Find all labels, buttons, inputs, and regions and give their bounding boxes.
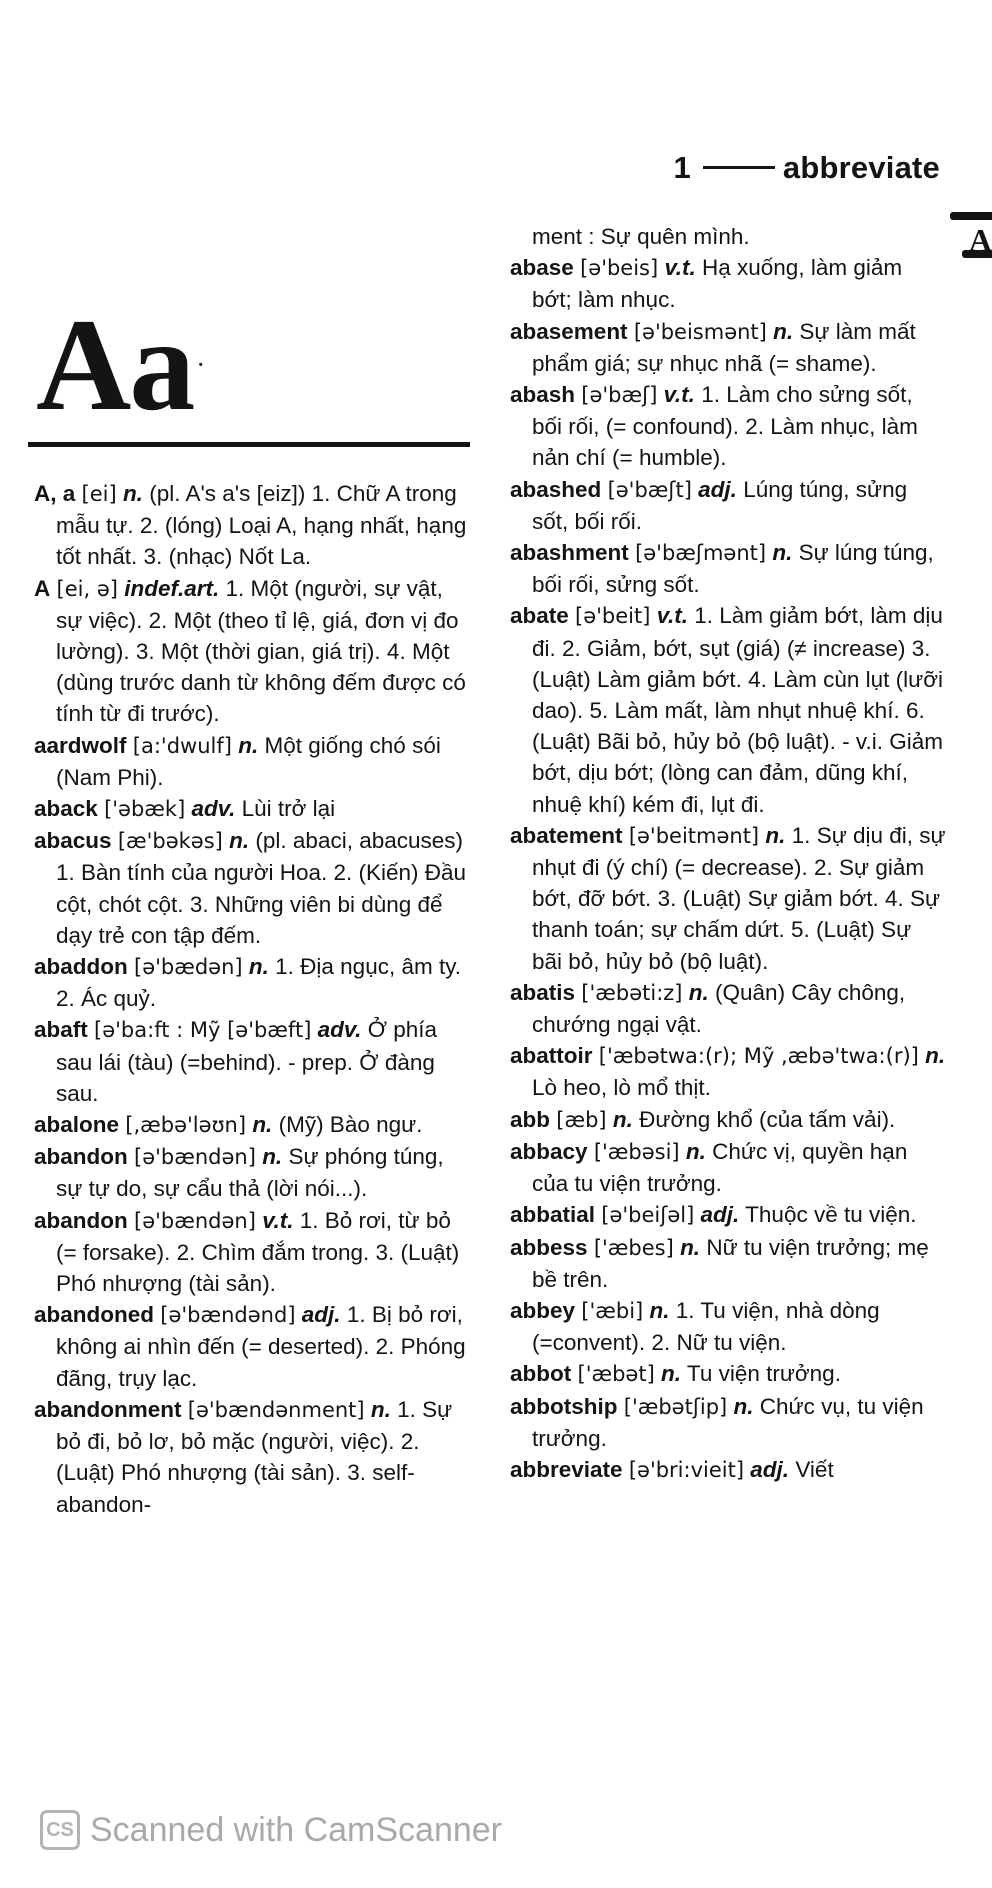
- entry-part-of-speech: n.: [612, 1106, 633, 1132]
- page-number: 1: [673, 150, 691, 185]
- dictionary-entry: [510, 537, 946, 600]
- entry-pronunciation: ['æbes]: [593, 1235, 674, 1260]
- entry-headword: abaddon: [34, 954, 128, 980]
- thumb-index-tab: [950, 212, 992, 258]
- entry-part-of-speech: n.: [248, 954, 269, 980]
- entry-pronunciation: ['əbæk]: [104, 797, 186, 822]
- entry-part-of-speech: n.: [680, 1234, 701, 1260]
- entry-part-of-speech: adv.: [317, 1017, 362, 1043]
- entry-definition: Nữ tu viện trưởng; mẹ bề trên.: [532, 1234, 929, 1292]
- entry-pronunciation: [ə'bri:vieit]: [628, 1457, 745, 1482]
- entry-part-of-speech: n.: [122, 481, 143, 506]
- entry-headword: A, a: [34, 481, 76, 506]
- entry-definition: 1. Tu viện, nhà dòng (=convent). 2. Nữ tu viện.: [532, 1297, 880, 1356]
- entry-headword: abbatial: [510, 1202, 596, 1228]
- entry-definition: (Quân) Cây chông, chướng ngại vật.: [532, 979, 906, 1038]
- entry-headword: abb: [510, 1106, 551, 1132]
- entry-headword: aback: [34, 796, 98, 822]
- entry-part-of-speech: adj.: [700, 1202, 740, 1228]
- entry-pronunciation: [ə'beit]: [575, 604, 651, 629]
- entry-pronunciation: [ə'bæʃt]: [607, 477, 692, 502]
- guide-word: abbreviate: [782, 150, 940, 185]
- entry-definition: 1. Sự dịu đi, sự nhụt đi (ý chí) (= decrease). 2. Sự giảm bớt, đỡ bớt. 3. (Luật) Sự giảm bớt. 4. Sự thanh toán; sự chấm dứt. 5. (Luật) Sự bãi bỏ, hủy bỏ (bộ luật).: [532, 822, 946, 974]
- dictionary-entry: [510, 316, 946, 379]
- entry-headword: abate: [510, 603, 569, 629]
- entry-headword: A: [34, 575, 51, 601]
- entry-pronunciation: [ə'beitmənt]: [628, 823, 760, 848]
- entry-headword: abbot: [510, 1361, 572, 1387]
- dictionary-entry: [510, 977, 946, 1040]
- entry-part-of-speech: adv.: [191, 796, 236, 822]
- entry-pronunciation: [æ'bəkəs]: [117, 829, 223, 854]
- entry-definition: Chức vị, quyền hạn của tu viện trưởng.: [532, 1138, 908, 1197]
- entry-headword: abbey: [510, 1297, 576, 1323]
- entry-definition: ment : Sự quên mình.: [532, 224, 750, 249]
- entry-pronunciation: [,æbə'ləʊn]: [125, 1113, 247, 1138]
- section-letter-text: Aa: [36, 291, 194, 438]
- dictionary-entry: [34, 951, 468, 1014]
- entry-headword: abandonment: [34, 1396, 182, 1422]
- dictionary-entry: [34, 1141, 468, 1204]
- entry-headword: abandon: [34, 1144, 128, 1170]
- entry-part-of-speech: adj.: [698, 476, 737, 502]
- dictionary-entry: [34, 730, 468, 793]
- dictionary-entry: [34, 1014, 468, 1109]
- dictionary-entry: [510, 1454, 946, 1486]
- entry-part-of-speech: v.t.: [656, 603, 688, 629]
- entry-part-of-speech: n.: [925, 1043, 946, 1069]
- entry-headword: abattoir: [510, 1043, 593, 1069]
- left-column: [34, 478, 468, 1520]
- dictionary-entry: [510, 1232, 946, 1295]
- entry-pronunciation: [ə'bændənd]: [160, 1303, 296, 1328]
- entry-definition: Hạ xuống, làm giảm bớt; làm nhục.: [532, 255, 903, 313]
- entry-definition: 1. Sự bỏ đi, bỏ lơ, bỏ mặc (người, việc). 2. (Luật) Phó nhượng (tài sản). 3. self-abandon-: [56, 1396, 453, 1517]
- entry-part-of-speech: adj.: [301, 1302, 341, 1328]
- entry-definition: (Mỹ) Bào ngư.: [278, 1112, 423, 1138]
- dictionary-entry: [510, 379, 946, 474]
- dictionary-entry: [510, 1040, 946, 1103]
- entry-headword: abaft: [34, 1017, 88, 1043]
- entry-pronunciation: ['æbəsi]: [593, 1139, 680, 1164]
- entry-headword: abashed: [510, 476, 602, 502]
- entry-pronunciation: [ə'bæʃmənt]: [635, 541, 767, 566]
- entry-part-of-speech: v.t.: [663, 382, 695, 408]
- entry-definition: Sự phóng túng, sự tự do, sự cẩu thả (lời nói...).: [56, 1144, 444, 1202]
- entry-headword: abbacy: [510, 1138, 588, 1164]
- entry-part-of-speech: n.: [252, 1112, 273, 1138]
- entry-definition: 1. Làm giảm bớt, làm dịu đi. 2. Giảm, bớt, sụt (giá) (≠ increase) 3. (Luật) Làm giảm bớt. 4. Làm cùn lụt (lưỡi dao). 5. Làm mất, làm nhụt nhuệ khí. 6. (Luật) Bãi bỏ, hủy bỏ (bộ luật). - v.i. Giảm bớt, dịu bớt; (lòng can đảm, dũng khí, nhuệ khí) kém đi, lụt đi.: [532, 603, 944, 817]
- entry-headword: abash: [510, 382, 576, 408]
- entry-headword: abandon: [34, 1207, 128, 1233]
- entry-part-of-speech: adj.: [750, 1456, 790, 1482]
- entry-definition: 1. Bị bỏ rơi, không ai nhìn đến (= deserted). 2. Phóng đãng, trụy lạc.: [56, 1302, 466, 1391]
- entry-pronunciation: ['æbəti:z]: [581, 980, 683, 1005]
- dictionary-entry: [510, 1295, 946, 1358]
- entry-headword: abatis: [510, 979, 576, 1005]
- dictionary-entry: [34, 573, 468, 730]
- entry-pronunciation: [ei]: [81, 482, 117, 506]
- entry-part-of-speech: n.: [733, 1393, 754, 1419]
- entry-definition: Viết: [795, 1456, 834, 1482]
- watermark-text: Scanned with CamScanner: [90, 1810, 503, 1849]
- entry-part-of-speech: n.: [765, 822, 786, 848]
- entry-definition: Đường khổ (của tấm vải).: [639, 1106, 896, 1132]
- entry-headword: abase: [510, 255, 574, 281]
- entry-part-of-speech: n.: [262, 1144, 283, 1170]
- entry-headword: aardwolf: [34, 732, 127, 758]
- entry-headword: abatement: [510, 822, 623, 848]
- header-dash: [703, 166, 775, 169]
- entry-part-of-speech: n.: [685, 1138, 706, 1164]
- camscanner-logo-icon: CS: [40, 1810, 80, 1850]
- entry-part-of-speech: n.: [772, 540, 793, 566]
- dictionary-entry: [510, 820, 946, 977]
- entry-definition: (pl. A's a's [eiz]) 1. Chữ A trong mẫu tự. 2. (lóng) Loại A, hạng nhất, hạng tốt nhất. 3. (nhạc) Nốt La.: [56, 481, 467, 570]
- section-letter: [36, 291, 202, 438]
- dictionary-entry: [510, 221, 946, 252]
- dictionary-entry: [510, 252, 946, 315]
- section-rule: [28, 442, 470, 447]
- scanner-watermark: [40, 1810, 502, 1850]
- entry-pronunciation: [ə'bændən]: [134, 1208, 256, 1233]
- entry-headword: abbotship: [510, 1393, 618, 1419]
- entry-part-of-speech: n.: [661, 1361, 682, 1387]
- dictionary-entry: [510, 1199, 946, 1231]
- dictionary-entry: [510, 1136, 946, 1199]
- dictionary-entry: [34, 1109, 468, 1141]
- entry-part-of-speech: n.: [649, 1297, 670, 1323]
- section-letter-dot: ·: [197, 354, 202, 376]
- entry-part-of-speech: v.t.: [262, 1207, 294, 1233]
- dictionary-entry: [510, 1104, 946, 1136]
- entry-pronunciation: [ə'bæʃ]: [581, 383, 658, 408]
- entry-part-of-speech: n.: [773, 318, 794, 344]
- dictionary-entry: [34, 478, 468, 573]
- entry-definition: Sự lúng túng, bối rối, sửng sốt.: [532, 540, 934, 598]
- dictionary-entry: [34, 1394, 468, 1520]
- dictionary-entry: [34, 793, 468, 825]
- entry-definition: Lúng túng, sửng sốt, bối rối.: [532, 476, 908, 534]
- entry-pronunciation: ['æbi]: [581, 1298, 644, 1323]
- entry-definition: 1. Bỏ rơi, từ bỏ (= forsake). 2. Chìm đắm trong. 3. (Luật) Phó nhượng (tài sản).: [56, 1207, 460, 1297]
- thumb-tab-letter: A: [968, 222, 992, 258]
- entry-pronunciation: [ə'beismənt]: [633, 319, 767, 344]
- entry-pronunciation: ['æbətwa:(r); Mỹ ,æbə'twa:(r)]: [598, 1044, 919, 1069]
- entry-headword: abbreviate: [510, 1456, 623, 1482]
- entry-definition: Một giống chó sói (Nam Phi).: [56, 732, 441, 790]
- entry-definition: Chức vụ, tu viện trưởng.: [532, 1393, 924, 1451]
- entry-headword: abalone: [34, 1112, 120, 1138]
- entry-pronunciation: [a:'dwulf]: [132, 733, 232, 758]
- entry-part-of-speech: n.: [229, 828, 250, 854]
- entry-headword: abacus: [34, 828, 112, 854]
- dictionary-entry: [34, 1205, 468, 1300]
- entry-headword: abashment: [510, 540, 629, 566]
- dictionary-entry: [510, 474, 946, 537]
- dictionary-entry: [34, 825, 468, 951]
- entry-definition: (pl. abaci, abacuses) 1. Bàn tính của người Hoa. 2. (Kiến) Đầu cột, chót cột. 3. Những viên bi dùng để dạy trẻ con tập đếm.: [56, 828, 467, 948]
- entry-part-of-speech: v.t.: [664, 255, 696, 281]
- running-header: [673, 150, 940, 186]
- entry-pronunciation: [ə'beis]: [580, 256, 659, 281]
- entry-pronunciation: ['æbətʃip]: [623, 1394, 728, 1419]
- entry-pronunciation: ['æbət]: [577, 1362, 655, 1387]
- entry-definition: Lùi trở lại: [241, 796, 336, 822]
- entry-pronunciation: [ə'bædən]: [134, 955, 243, 980]
- dictionary-entry: [510, 600, 946, 819]
- entry-pronunciation: [ei, ə]: [56, 576, 118, 601]
- dictionary-entry: [34, 1299, 468, 1394]
- entry-pronunciation: [ə'ba:ft : Mỹ [ə'bæft]: [94, 1018, 312, 1043]
- entry-definition: Lò heo, lò mổ thịt.: [532, 1075, 711, 1101]
- entry-pronunciation: [ə'bændənment]: [187, 1397, 365, 1422]
- entry-definition: Sự làm mất phẩm giá; sự nhục nhã (= shame).: [532, 318, 916, 376]
- entry-definition: 1. Một (người, sự vật, sự việc). 2. Một (theo tỉ lệ, giá, đơn vị đo lường). 3. Một (thời gian, giá trị). 4. Một (dùng trước danh từ không đếm được có tính từ đi trước).: [56, 575, 466, 727]
- entry-definition: Thuộc về tu viện.: [745, 1202, 917, 1228]
- entry-definition: 1. Địa ngục, âm ty. 2. Ác quỷ.: [56, 954, 462, 1012]
- entry-definition: 1. Làm cho sửng sốt, bối rối, (= confound). 2. Làm nhục, làm nản chí (= humble).: [532, 382, 918, 471]
- entry-pronunciation: [ə'bændən]: [134, 1145, 256, 1170]
- thumb-tab-bar-top: [950, 212, 992, 220]
- right-column: [510, 221, 946, 1486]
- entry-part-of-speech: n.: [688, 979, 709, 1005]
- entry-headword: abandoned: [34, 1302, 155, 1328]
- entry-pronunciation: [æb]: [556, 1107, 607, 1132]
- entry-definition: Ở phía sau lái (tàu) (=behind). - prep. Ở đàng sau.: [56, 1017, 438, 1106]
- entry-pronunciation: [ə'beiʃəl]: [601, 1203, 695, 1228]
- entry-part-of-speech: n.: [370, 1396, 391, 1422]
- entry-part-of-speech: indef.art.: [124, 575, 220, 601]
- entry-definition: Tu viện trưởng.: [686, 1361, 841, 1387]
- dictionary-entry: [510, 1358, 946, 1390]
- entry-headword: abbess: [510, 1234, 588, 1260]
- dictionary-entry: [510, 1391, 946, 1454]
- entry-part-of-speech: n.: [238, 732, 259, 758]
- entry-headword: abasement: [510, 318, 628, 344]
